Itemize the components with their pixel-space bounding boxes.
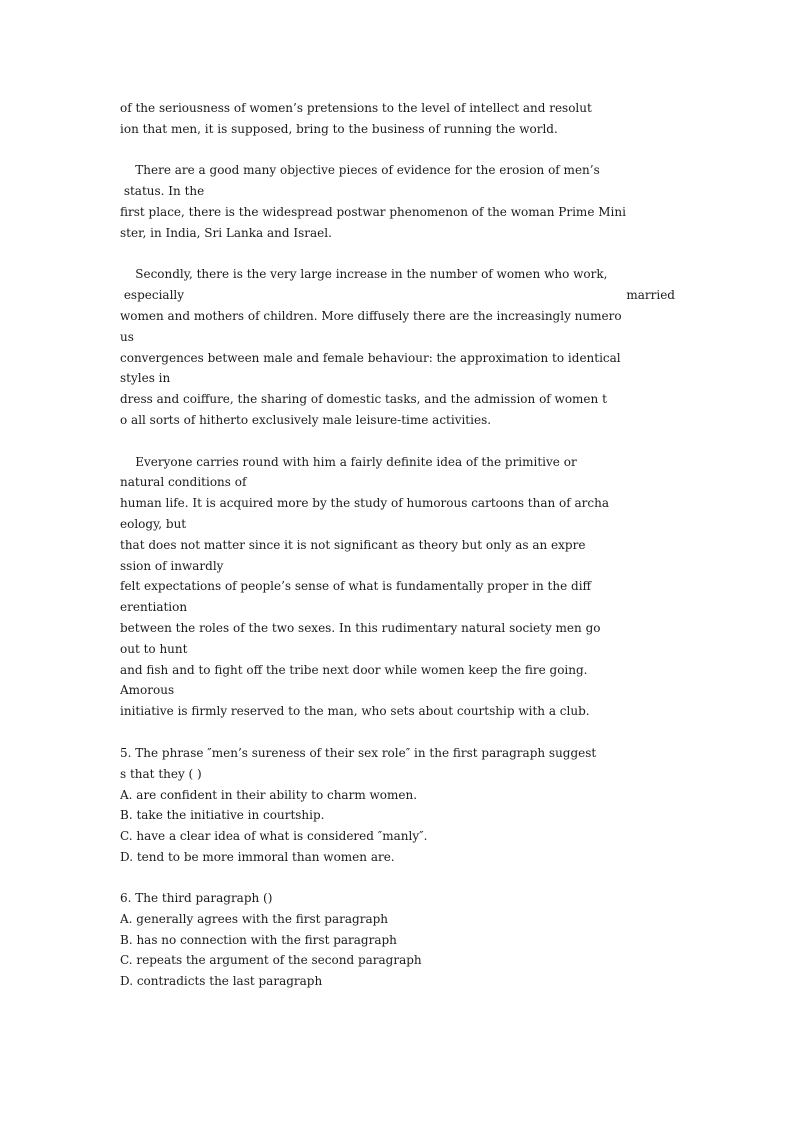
answer-option-b: B. take the initiative in courtship. [120,808,325,823]
text-line: o all sorts of hitherto exclusively male leisure-time activities. [120,412,492,427]
text-line: between the roles of the two sexes. In this rudimentary natural society men go [120,620,601,635]
text-line-justified [120,285,675,306]
text-line: initiative is firmly reserved to the man, who sets about courtship with a club. [120,704,590,719]
paragraph-gap [120,722,675,743]
answer-option-a: A. are confident in their ability to charm women. [120,787,418,802]
text-line: out to hunt [120,641,188,656]
paragraph-gap [120,140,675,161]
document-body [120,98,675,992]
text-segment: married [626,288,675,303]
text-segment: especially [120,288,185,303]
paragraph-1 [120,160,675,243]
paragraph-3 [120,452,675,722]
answer-option-c: C. repeats the argument of the second paragraph [120,953,422,968]
answer-option-a: A. generally agrees with the first paragraph [120,911,389,926]
answer-option-b: B. has no connection with the first paragraph [120,932,397,947]
paragraph-2 [120,264,675,430]
question-gap [120,867,675,887]
question-stem: s that they ( ) [120,766,202,781]
text-line: dress and coiffure, the sharing of domestic tasks, and the admission of women t [120,392,607,407]
text-line: Amorous [120,683,175,698]
text-line: human life. It is acquired more by the study of humorous cartoons than of archa [120,496,610,511]
answer-option-c: C. have a clear idea of what is considered ″manly″. [120,829,428,844]
text-line: felt expectations of people’s sense of what is fundamentally proper in the diff [120,579,592,594]
text-line: styles in [120,371,171,386]
text-line: erentiation [120,600,188,615]
question-6 [120,887,675,992]
text-line: ion that men, it is supposed, bring to the business of running the world. [120,121,558,136]
text-line: ssion of inwardly [120,558,224,573]
text-line: natural conditions of [120,475,247,490]
text-line: that does not matter since it is not significant as theory but only as an expre [120,537,586,552]
text-line: of the seriousness of women’s pretensions to the level of intellect and resolut [120,101,592,115]
paragraph-gap [120,431,675,452]
paragraph-gap [120,244,675,265]
text-line: women and mothers of children. More diffusely there are the increasingly numero [120,308,622,323]
text-line: convergences between male and female behaviour: the approximation to identical [120,350,621,365]
answer-option-d: D. contradicts the last paragraph [120,974,323,989]
text-line: ster, in India, Sri Lanka and Israel. [120,225,332,240]
text-line: There are a good many objective pieces of evidence for the erosion of men’s [120,163,600,178]
paragraph-0 [120,98,675,140]
text-line: Everyone carries round with him a fairly definite idea of the primitive or [120,454,577,469]
text-line: eology, but [120,516,187,531]
question-5 [120,743,675,868]
text-line: first place, there is the widespread postwar phenomenon of the woman Prime Mini [120,204,626,219]
text-line: and fish and to fight off the tribe next door while women keep the fire going. [120,662,588,677]
text-line: us [120,329,134,344]
question-stem: 5. The phrase ″men’s sureness of their sex role″ in the first paragraph suggest [120,745,597,760]
answer-option-d: D. tend to be more immoral than women are. [120,849,395,864]
text-line: status. In the [120,184,205,199]
text-line: Secondly, there is the very large increase in the number of women who work, [120,267,608,282]
question-stem: 6. The third paragraph () [120,890,273,905]
